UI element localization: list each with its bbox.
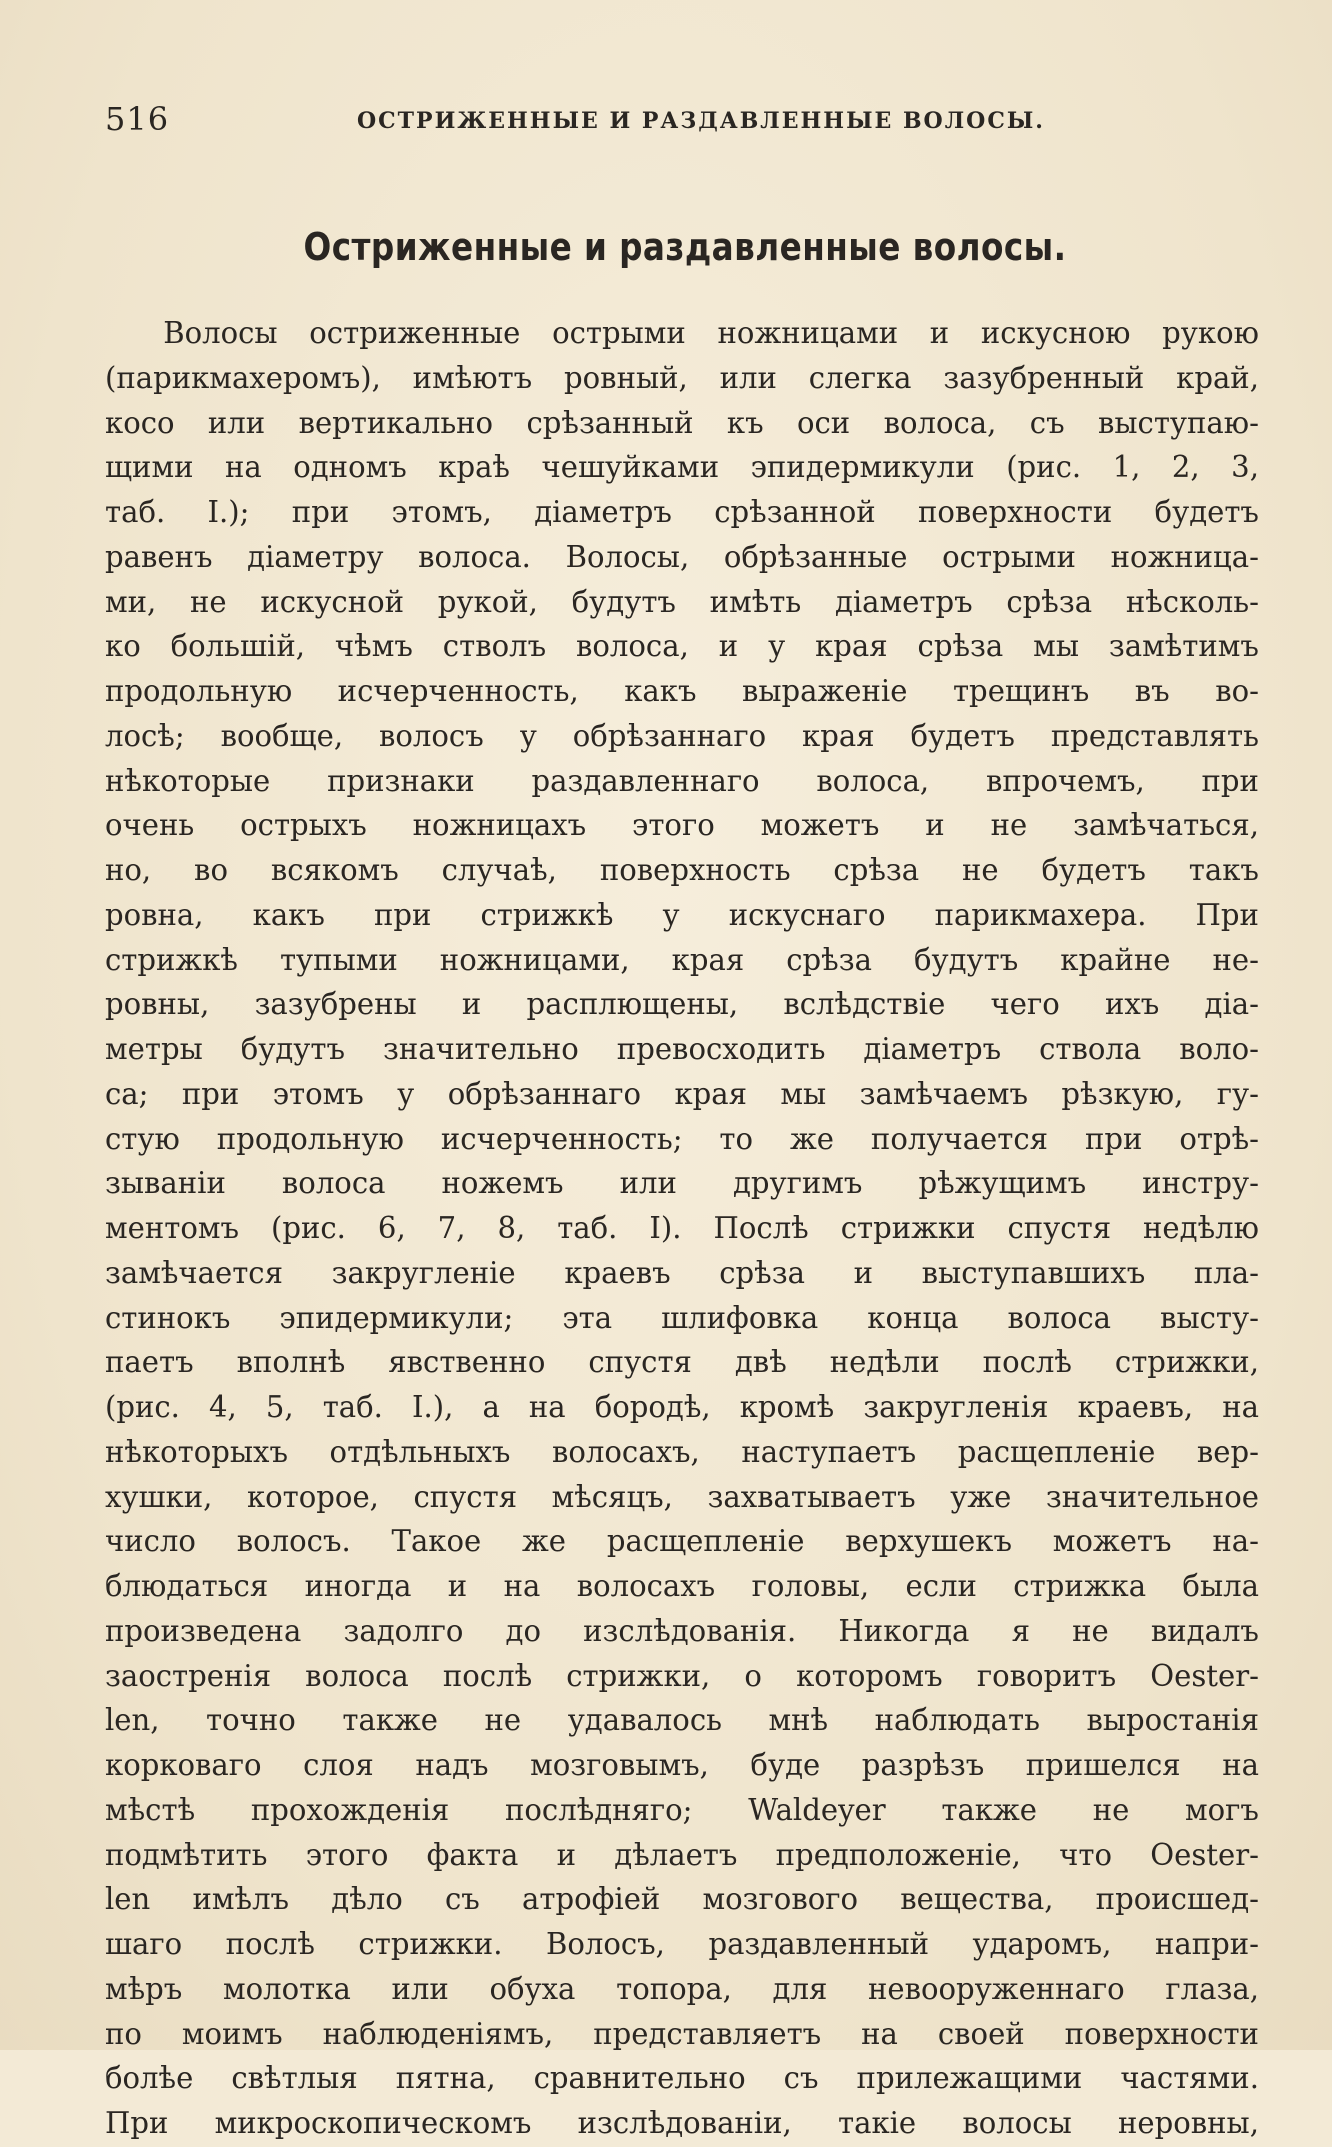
text-line: корковаго слоя надъ мозговымъ, буде разрѣзъ пришелся на	[105, 1748, 1259, 1783]
text-line: мѣстѣ прохожденія послѣдняго; Waldeyer также не могъ	[105, 1792, 1259, 1828]
text-line: При микроскопическомъ изслѣдованіи, такіе волосы неровны,	[105, 2106, 1259, 2141]
text-line: болѣе свѣтлыя пятна, сравнительно съ прилежащими частями.	[105, 2061, 1259, 2097]
text-line: шаго послѣ стрижки. Волосъ, раздавленный ударомъ, напри-	[105, 1927, 1259, 1962]
text-line: len имѣлъ дѣло съ атрофіей мозгового вещества, происшед-	[105, 1882, 1259, 1918]
text-line: метры будутъ значительно превосходить діаметръ ствола воло-	[105, 1032, 1259, 1067]
text-line: (рис. 4, 5, таб. I.), а на бородѣ, кромѣ закругленія краевъ, на	[105, 1390, 1259, 1425]
page-header	[105, 100, 1265, 150]
text-line: косо или вертикально срѣзанный къ оси волоса, съ выступаю-	[105, 405, 1259, 441]
text-line: равенъ діаметру волоса. Волосы, обрѣзанные острыми ножница-	[105, 539, 1259, 575]
text-line: нѣкоторыхъ отдѣльныхъ волосахъ, наступаетъ расщепленіе вер-	[105, 1434, 1259, 1470]
page-number: 516	[105, 100, 170, 138]
text-line: len, точно также не удавалось мнѣ наблюдать выростанія	[105, 1703, 1259, 1739]
section-title: Остриженные и раздавленные волосы.	[303, 225, 1067, 269]
text-line: хушки, которое, спустя мѣсяцъ, захватываетъ уже значительное	[105, 1479, 1259, 1515]
text-line: ми, не искусной рукой, будутъ имѣть діаметръ срѣза нѣсколь-	[105, 584, 1259, 620]
text-line: но, во всякомъ случаѣ, поверхность срѣза не будетъ такъ	[105, 853, 1259, 888]
text-line: заостренія волоса послѣ стрижки, о которомъ говоритъ Oester-	[105, 1658, 1259, 1694]
text-line: блюдаться иногда и на волосахъ головы, если стрижка была	[105, 1569, 1259, 1604]
text-line: очень острыхъ ножницахъ этого можетъ и не замѣчаться,	[105, 808, 1259, 844]
text-line: са; при этомъ у обрѣзаннаго края мы замѣчаемъ рѣзкую, гу-	[105, 1076, 1259, 1112]
text-line: произведена задолго до изслѣдованія. Никогда я не видалъ	[105, 1613, 1259, 1649]
body-text	[105, 312, 1260, 2147]
text-line: ко большій, чѣмъ стволъ волоса, и у края срѣза мы замѣтимъ	[105, 629, 1259, 665]
text-line: мѣръ молотка или обуха топора, для невооруженнаго глаза,	[105, 1971, 1259, 2007]
text-line: (парикмахеромъ), имѣютъ ровный, или слегка зазубренный край,	[105, 360, 1259, 396]
text-line: нѣкоторые признаки раздавленнаго волоса, впрочемъ, при	[105, 763, 1259, 799]
text-line: подмѣтить этого факта и дѣлаетъ предположеніе, что Oester-	[105, 1837, 1259, 1873]
text-line: Волосы остриженные острыми ножницами и искусною рукою	[163, 316, 1259, 351]
text-line: паетъ вполнѣ явственно спустя двѣ недѣли послѣ стрижки,	[105, 1345, 1259, 1381]
text-line: по моимъ наблюденіямъ, представляетъ на своей поверхности	[105, 2016, 1259, 2052]
text-line: ровны, зазубрены и расплющены, вслѣдствіе чего ихъ діа-	[105, 987, 1259, 1023]
text-line: замѣчается закругленіе краевъ срѣза и выступавшихъ пла-	[105, 1255, 1259, 1291]
text-line: лосѣ; вообще, волосъ у обрѣзаннаго края будетъ представлять	[105, 718, 1259, 754]
text-line: стую продольную исчерченность; то же получается при отрѣ-	[105, 1121, 1259, 1157]
text-line: щими на одномъ краѣ чешуйками эпидермикули (рис. 1, 2, 3,	[105, 450, 1259, 486]
text-line: зываніи волоса ножемъ или другимъ рѣжущимъ инстру-	[105, 1166, 1259, 1202]
text-line: продольную исчерченность, какъ выраженіе трещинъ въ во-	[105, 674, 1259, 709]
text-line: стинокъ эпидермикули; эта шлифовка конца волоса высту-	[105, 1300, 1259, 1336]
text-line: ровна, какъ при стрижкѣ у искуснаго парикмахера. При	[105, 897, 1259, 933]
text-line: ментомъ (рис. 6, 7, 8, таб. I). Послѣ стрижки спустя недѣлю	[105, 1211, 1259, 1246]
text-line: таб. I.); при этомъ, діаметръ срѣзанной поверхности будетъ	[105, 495, 1259, 530]
text-line: стрижкѣ тупыми ножницами, края срѣза будутъ крайне не-	[105, 942, 1259, 978]
text-line: число волосъ. Такое же расщепленіе верхушекъ можетъ на-	[105, 1524, 1259, 1560]
running-head: ОСТРИЖЕННЫЕ И РАЗДАВЛЕННЫЕ ВОЛОСЫ.	[357, 108, 1045, 134]
